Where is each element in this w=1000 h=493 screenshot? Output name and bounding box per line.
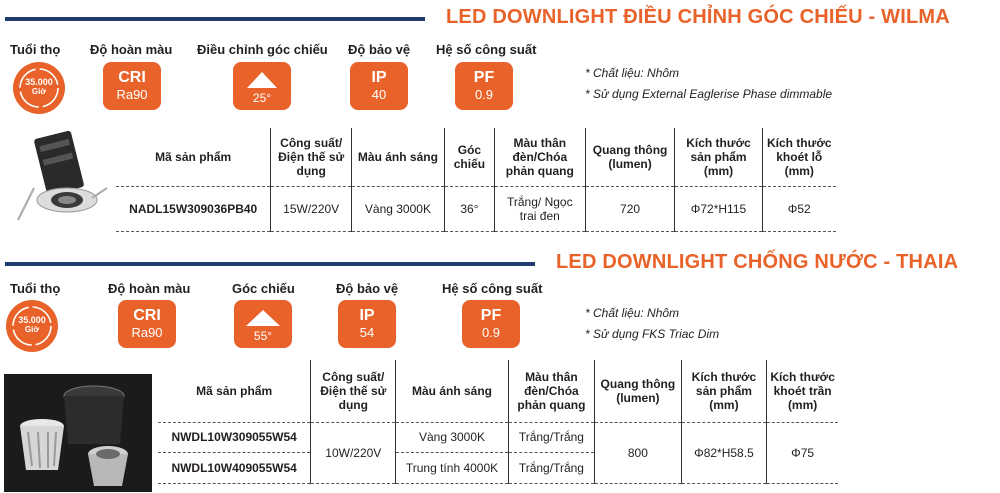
light-color-cell: Trung tính 4000K [396,453,508,484]
pf-main: PF [473,69,495,86]
ip-badge [338,300,396,348]
table-row [116,186,836,232]
life-badge [6,300,58,352]
power-cell: 15W/220V [271,186,352,232]
body-color-cell: Trắng/Trắng [508,453,594,484]
col-header: Màu ánh sáng [396,360,508,422]
life-value: 35.000 [25,77,53,87]
ip-label: Độ bảo vệ [336,281,399,296]
thaia-spec-table [158,360,838,484]
col-header: Công suất/ Điện thế sử dụng [271,128,352,186]
col-header: Mã sản phẩm [158,360,311,422]
cutout-cell: Φ52 [762,186,836,232]
size-cell: Φ72*H115 [675,186,762,232]
cri-label: Độ hoàn màu [90,42,173,57]
cri-main: CRI [118,69,146,86]
section1-rule [5,17,425,21]
note-driver: * Sử dụng FKS Triac Dim [585,327,720,341]
ip-badge [350,62,408,110]
angle-value: 55° [253,329,273,343]
cri-label: Độ hoàn màu [108,281,191,296]
beam-angle-cell: 36° [444,186,494,232]
col-header: Màu ánh sáng [351,128,444,186]
col-header: Màu thân đèn/Chóa phản quang [494,128,585,186]
col-header: Kích thước khoét lỗ (mm) [762,128,836,186]
cri-main: CRI [133,307,161,324]
cri-badge [118,300,176,348]
thaia-product-image [4,374,152,492]
cycle-arrows-icon [6,300,58,352]
col-header: Quang thông (lumen) [585,128,675,186]
note-driver: * Sử dụng External Eaglerise Phase dimmable [585,87,833,101]
ip-label: Độ bảo vệ [348,42,411,57]
power-cell: 10W/220V [311,422,396,484]
note-material: * Chất liệu: Nhôm [585,306,680,320]
col-header: Góc chiếu [444,128,494,186]
life-value: 35.000 [18,315,46,325]
lumen-cell: 800 [595,422,682,484]
ip-main: IP [359,307,375,324]
product-code: NWDL10W309055W54 [158,422,311,453]
ip-sub: 54 [359,325,375,340]
angle-badge [234,300,292,348]
col-header: Màu thân đèn/Chóa phản quang [508,360,594,422]
pf-sub: 0.9 [474,87,494,102]
wilma-product-image [12,128,112,228]
life-label: Tuổi thọ [10,42,61,57]
light-color-cell: Vàng 3000K [396,422,508,453]
pf-badge [462,300,520,348]
cri-sub: Ra90 [116,87,148,102]
col-header: Công suất/ Điện thế sử dụng [311,360,396,422]
pf-label: Hệ số công suất [442,281,543,296]
cri-badge [103,62,161,110]
col-header: Kích thước khoét trần (mm) [767,360,838,422]
light-color-cell: Vàng 3000K [351,186,444,232]
product-code: NWDL10W409055W54 [158,453,311,484]
life-unit: Giờ [24,325,40,334]
angle-value: 25° [252,91,272,105]
col-header: Quang thông (lumen) [595,360,682,422]
col-header: Kích thước sản phẩm (mm) [681,360,767,422]
body-color-cell: Trắng/Trắng [508,422,594,453]
section2-rule [5,262,535,266]
ip-sub: 40 [371,87,387,102]
lumen-cell: 720 [585,186,675,232]
ip-main: IP [371,69,387,86]
angle-badge [233,62,291,110]
angle-label: Góc chiếu [232,281,295,296]
note-material: * Chất liệu: Nhôm [585,66,680,80]
angle-label: Điều chỉnh góc chiếu [197,42,328,57]
cycle-arrows-icon [13,62,65,114]
wilma-spec-table [116,128,836,232]
pf-badge [455,62,513,110]
life-badge [13,62,65,114]
section2-title: LED DOWNLIGHT CHỐNG NƯỚC - THAIA [556,251,959,273]
section1-title: LED DOWNLIGHT ĐIỀU CHỈNH GÓC CHIẾU - WILMA [446,6,950,28]
product-code: NADL15W309036PB40 [116,186,271,232]
cutout-cell: Φ75 [767,422,838,484]
pf-main: PF [480,307,502,324]
body-color-cell: Trắng/ Ngọc trai đen [494,186,585,232]
col-header: Mã sản phẩm [116,128,271,186]
pf-label: Hệ số công suất [436,42,537,57]
life-unit: Giờ [31,87,47,96]
pf-sub: 0.9 [481,325,501,340]
life-label: Tuổi thọ [10,281,61,296]
cri-sub: Ra90 [131,325,163,340]
size-cell: Φ82*H58.5 [681,422,767,484]
table-row [158,422,838,453]
col-header: Kích thước sản phẩm (mm) [675,128,762,186]
